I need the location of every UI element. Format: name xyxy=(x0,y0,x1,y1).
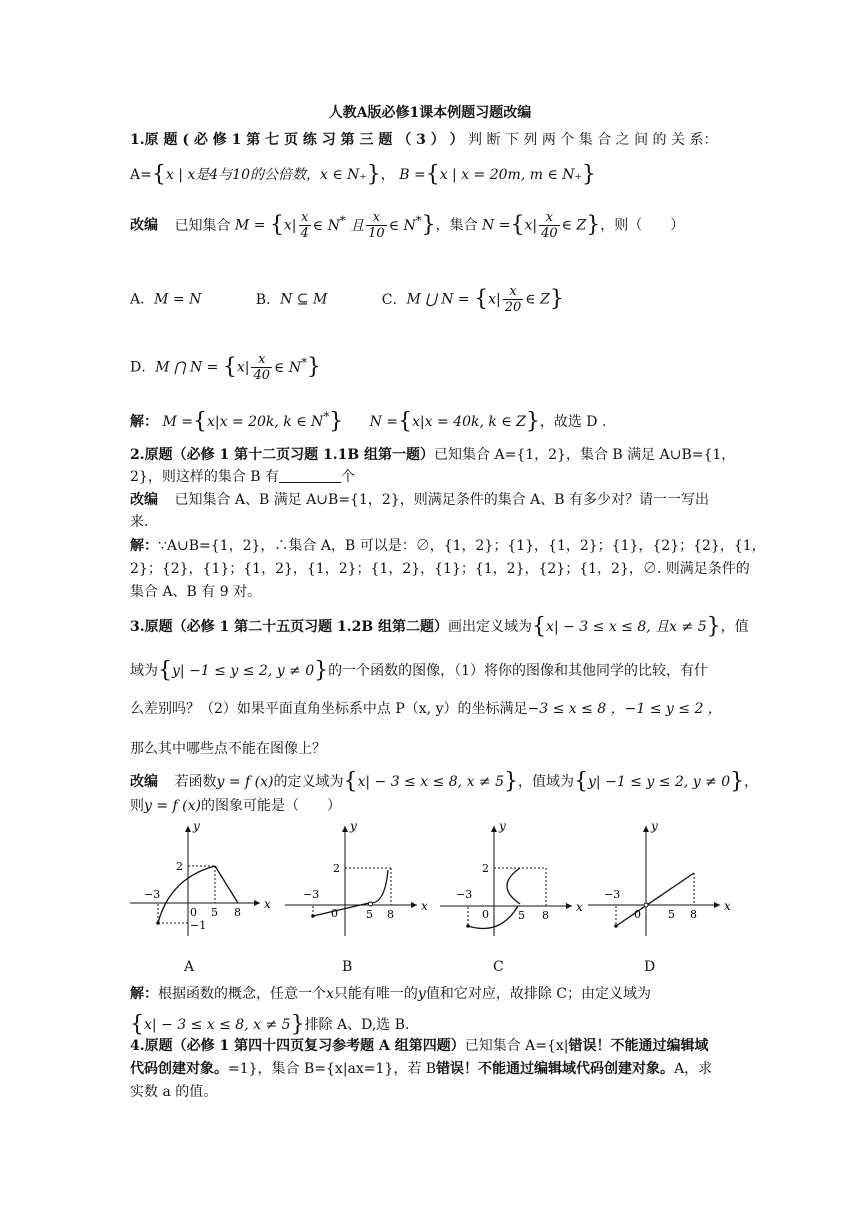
problem-1-sets: A={x | x是4与10的公倍数，x ∈ N₊}， B ={x | x = 20m, m ∈ N₊} xyxy=(130,162,596,187)
variant-label: 改编 xyxy=(130,217,158,234)
document-title: 人教A版必修1课本例题习题改编 xyxy=(328,105,532,121)
problem-4-head: 4.原题（必修 1 第四十四页复习参考题 A 组第四题） xyxy=(130,1038,465,1054)
graph-a-m1: −1 xyxy=(190,919,207,932)
function-graphs xyxy=(130,818,730,968)
graph-label-c: C xyxy=(493,959,504,975)
option-c-label: C． xyxy=(381,291,407,308)
variant-label-2: 改编 xyxy=(130,492,158,508)
option-d-label: D． xyxy=(130,359,156,376)
solution-label: 解： xyxy=(130,414,158,430)
graph-d xyxy=(588,819,731,936)
solution-3-tail: 值和它对应，故排除 C；由定义域为 xyxy=(425,986,651,1002)
variant-3-mid-2: ，值域为 xyxy=(518,774,575,790)
graph-a-y: y xyxy=(193,819,200,833)
problem-1-intro: 判 断 下 列 两 个 集 合 之 间 的 关 系： xyxy=(468,132,718,148)
graph-a-origin: 0 xyxy=(190,906,197,919)
solution-3-text-1: 根据函数的概念，任意一个 xyxy=(158,986,326,1002)
problem-3-domain: x| − 3 ≤ x ≤ 8, 且x ≠ 5 xyxy=(546,619,707,635)
variant-3-domain: x| − 3 ≤ x ≤ 8, x ≠ 5 xyxy=(357,774,505,790)
problem-2-solution-1 xyxy=(130,537,766,556)
solution-label-2: 解： xyxy=(130,538,158,554)
problem-2-solution-3: 集合 A、B 有 9 对。 xyxy=(130,584,262,600)
problem-3-text-2: 域为 xyxy=(130,663,158,679)
solution-label-3: 解： xyxy=(130,986,158,1002)
problem-3-text-2-tail: 的一个函数的图像，（1）将你的图像和其他同学的比较，有什 xyxy=(328,663,709,679)
graph-d-y: y xyxy=(651,819,658,833)
graph-label-b: B xyxy=(342,959,353,975)
graph-b-y: y xyxy=(350,819,357,833)
problem-2-head: 2.原题（必修 1 第十二页习题 1.1B 组第一题） xyxy=(130,447,435,463)
graph-b-five: 5 xyxy=(366,908,373,921)
problem-3-variant-1: 改编 若函数y = f (x)的定义域为{x| − 3 ≤ x ≤ 8, x ≠ 5}，值域为{y| −1 ≤ y ≤ 2, y ≠ 0}， xyxy=(130,769,759,794)
problem-3-range: y| −1 ≤ y ≤ 2, y ≠ 0 xyxy=(172,663,315,679)
problem-2-text-1: 已知集合 A={1，2}，集合 B 满足 A∪B={1， xyxy=(434,447,736,463)
graph-a xyxy=(130,819,271,936)
set-b-body: x | x = 20m, m ∈ N₊ xyxy=(439,167,582,183)
problem-3-line-3 xyxy=(130,700,722,719)
problem-3-line-2: 域为{y| −1 ≤ y ≤ 2, y ≠ 0}的一个函数的图像，（1）将你的图像和其他同学的比较，有什 xyxy=(130,658,709,683)
graph-c-origin: 0 xyxy=(482,908,489,921)
problem-2-line-2 xyxy=(130,468,355,487)
problem-1-solution: 解： M ={x|x = 20k, k ∈ N*} N ={x|x = 40k, k ∈ Z}，故选 D . xyxy=(130,409,607,434)
graph-b-two: 2 xyxy=(333,862,340,875)
graph-label-d: D xyxy=(644,959,656,975)
solution-3-y: y xyxy=(417,986,426,1002)
problem-4-text-1: 已知集合 A={x| xyxy=(464,1038,569,1054)
graph-b-eight: 8 xyxy=(387,908,394,921)
variant-3-text-2-tail: 的图象可能是（ ） xyxy=(201,798,341,814)
graph-c-m3: −3 xyxy=(456,888,473,901)
problem-3-text-1-tail: ，值 xyxy=(720,619,749,635)
set-b-label: B = xyxy=(399,167,426,183)
problem-3-line-1: 3.原题（必修 1 第二十五页习题 1.2B 组第二题）画出定义域为{x| − 3 ≤ x ≤ 8, 且x ≠ 5}，值 xyxy=(130,614,749,639)
graph-b xyxy=(285,819,428,936)
option-b-label: B． xyxy=(255,291,281,308)
graph-c-y: y xyxy=(499,819,506,833)
graph-c xyxy=(440,819,583,936)
graph-a-m3: −3 xyxy=(144,888,161,901)
graph-c-two: 2 xyxy=(482,862,489,875)
graph-d-eight: 8 xyxy=(690,908,697,921)
graph-d-five: 5 xyxy=(668,908,675,921)
error-message-2: 错误！不能通过编辑域代码创建对象。 xyxy=(436,1061,675,1077)
option-b-body: N ⊆ M xyxy=(280,291,328,308)
problem-4-line-1 xyxy=(130,1037,709,1056)
solution-3-x: x xyxy=(326,986,334,1002)
graph-a-eight: 8 xyxy=(234,906,241,919)
variant-3-text-2: 则 xyxy=(130,798,144,814)
option-a-body: M = N xyxy=(154,291,202,308)
problem-3-head: 3.原题（必修 1 第二十五页习题 1.2B 组第二题） xyxy=(130,619,449,635)
set-a-body: x | x是4与10的公倍数，x ∈ N₊ xyxy=(165,167,367,183)
variant-question: 已知集合 xyxy=(174,217,231,234)
graph-label-a: A xyxy=(184,959,195,975)
function-notation: y = f (x) xyxy=(216,774,274,790)
problem-3-variant-2 xyxy=(130,797,341,816)
error-message-1-cont: 代码创建对象。 xyxy=(130,1061,228,1077)
problem-1-head: 1.原 题 ( 必 修 1 第 七 页 练 习 第 三 题 （ 3 ） ） xyxy=(130,132,464,148)
graph-d-m3: −3 xyxy=(604,888,621,901)
problem-4-line-3: 实数 a 的值。 xyxy=(130,1084,218,1100)
variant-question-2: 已知集合 A、B 满足 A∪B={1，2}，则满足条件的集合 A、B 有多少对？请一一写出 xyxy=(174,492,709,508)
solution-tail: ，故选 D . xyxy=(539,414,607,430)
problem-4-text-2: =1}，集合 B={x|ax=1}，若 B xyxy=(228,1061,437,1077)
problem-3-text-3-math: −3 ≤ x ≤ 8 ，−1 ≤ y ≤ 2 ， xyxy=(527,701,722,717)
answer-blank xyxy=(279,470,341,483)
problem-4-text-2-tail: A，求 xyxy=(674,1061,713,1077)
variant-3-range: y| −1 ≤ y ≤ 2, y ≠ 0 xyxy=(588,774,731,790)
solution-3-mid: 只能有唯一的 xyxy=(333,986,418,1002)
function-notation-2: y = f (x) xyxy=(144,798,201,814)
option-d-body: M ⋂ N = xyxy=(155,359,219,376)
graph-c-eight: 8 xyxy=(542,909,549,922)
graph-b-m3: −3 xyxy=(303,888,320,901)
problem-1-option-d: D．M ⋂ N = {x| $\frac{x}{40}$ ∈ N*} xyxy=(130,352,321,383)
problem-4-line-2 xyxy=(130,1060,712,1079)
problem-2-variant xyxy=(130,491,709,510)
variant-label-3: 改编 xyxy=(130,774,158,790)
problem-1-heading-line xyxy=(130,131,717,150)
error-message-1: 错误！不能通过编辑域 xyxy=(568,1038,709,1054)
problem-2-solution-2: 2}；{2}，{1}；{1，2}，{1，2}；{1，2}，{1}；{1，2}，{2}；{1，2}，∅. 则满足条件的 xyxy=(130,561,750,577)
problem-3-solution-2: {x| − 3 ≤ x ≤ 8, x ≠ 5}排除 A、D,选 B. xyxy=(130,1012,410,1037)
variant-3-tail: ， xyxy=(744,774,759,790)
problem-2-text-2: 2}，则这样的集合 B 有 xyxy=(130,469,280,485)
solution-3-set: x| − 3 ≤ x ≤ 8, x ≠ 5 xyxy=(144,1017,291,1033)
solution-3-text-2-tail: 排除 A、D,选 B. xyxy=(304,1017,410,1033)
option-a-label: A． xyxy=(130,291,155,308)
variant-question-tail: ，则（ ） xyxy=(600,217,685,234)
problem-3-solution-1 xyxy=(130,985,651,1004)
problem-3-text-3: 么差别吗？（2）如果平面直角坐标系中点 P（x, y）的坐标满足 xyxy=(130,701,528,717)
graph-d-x: x xyxy=(724,899,731,913)
graph-a-two: 2 xyxy=(176,860,183,873)
graph-c-x: x xyxy=(576,900,583,914)
solution-2-line-1: ∵A∪B={1，2}，∴集合 A，B 可以是：∅，{1，2}；{1}，{1，2}；{1}，{2}；{2}，{1， xyxy=(158,538,766,554)
problem-3-text-1: 画出定义域为 xyxy=(448,619,533,635)
problem-3-line-4: 那么其中哪些点不能在图像上？ xyxy=(130,741,326,757)
variant-3-text-1: 若函数 xyxy=(174,774,217,790)
problem-2-line-1 xyxy=(130,446,735,465)
graph-c-five: 5 xyxy=(518,909,525,922)
graph-b-x: x xyxy=(421,899,428,913)
problem-2-variant-cont: 来. xyxy=(130,514,149,530)
option-c-body: M ⋃ N = xyxy=(406,291,470,308)
graph-a-x: x xyxy=(264,897,271,911)
graph-a-five: 5 xyxy=(211,906,218,919)
graph-d-origin: 0 xyxy=(634,908,641,921)
graph-b-origin: 0 xyxy=(331,907,338,920)
problem-2-text-2-tail: 个 xyxy=(341,469,356,485)
variant-3-mid: 的定义域为 xyxy=(273,774,344,790)
problem-1-options-abc: A．M = N B．N ⊆ M C．M ⋃ N = {x| $\frac{x}{20}$ ∈ Z} xyxy=(130,284,564,315)
problem-1-variant: 改编 已知集合 M = {x| $\frac{x}{4}$ ∈ N* 且 $\frac{x}{10}$ ∈ N*}，集合 N ={x| $\frac{x}{40}$ ∈ Z}，则（ ） xyxy=(130,210,685,241)
set-a-label: A= xyxy=(130,167,152,183)
